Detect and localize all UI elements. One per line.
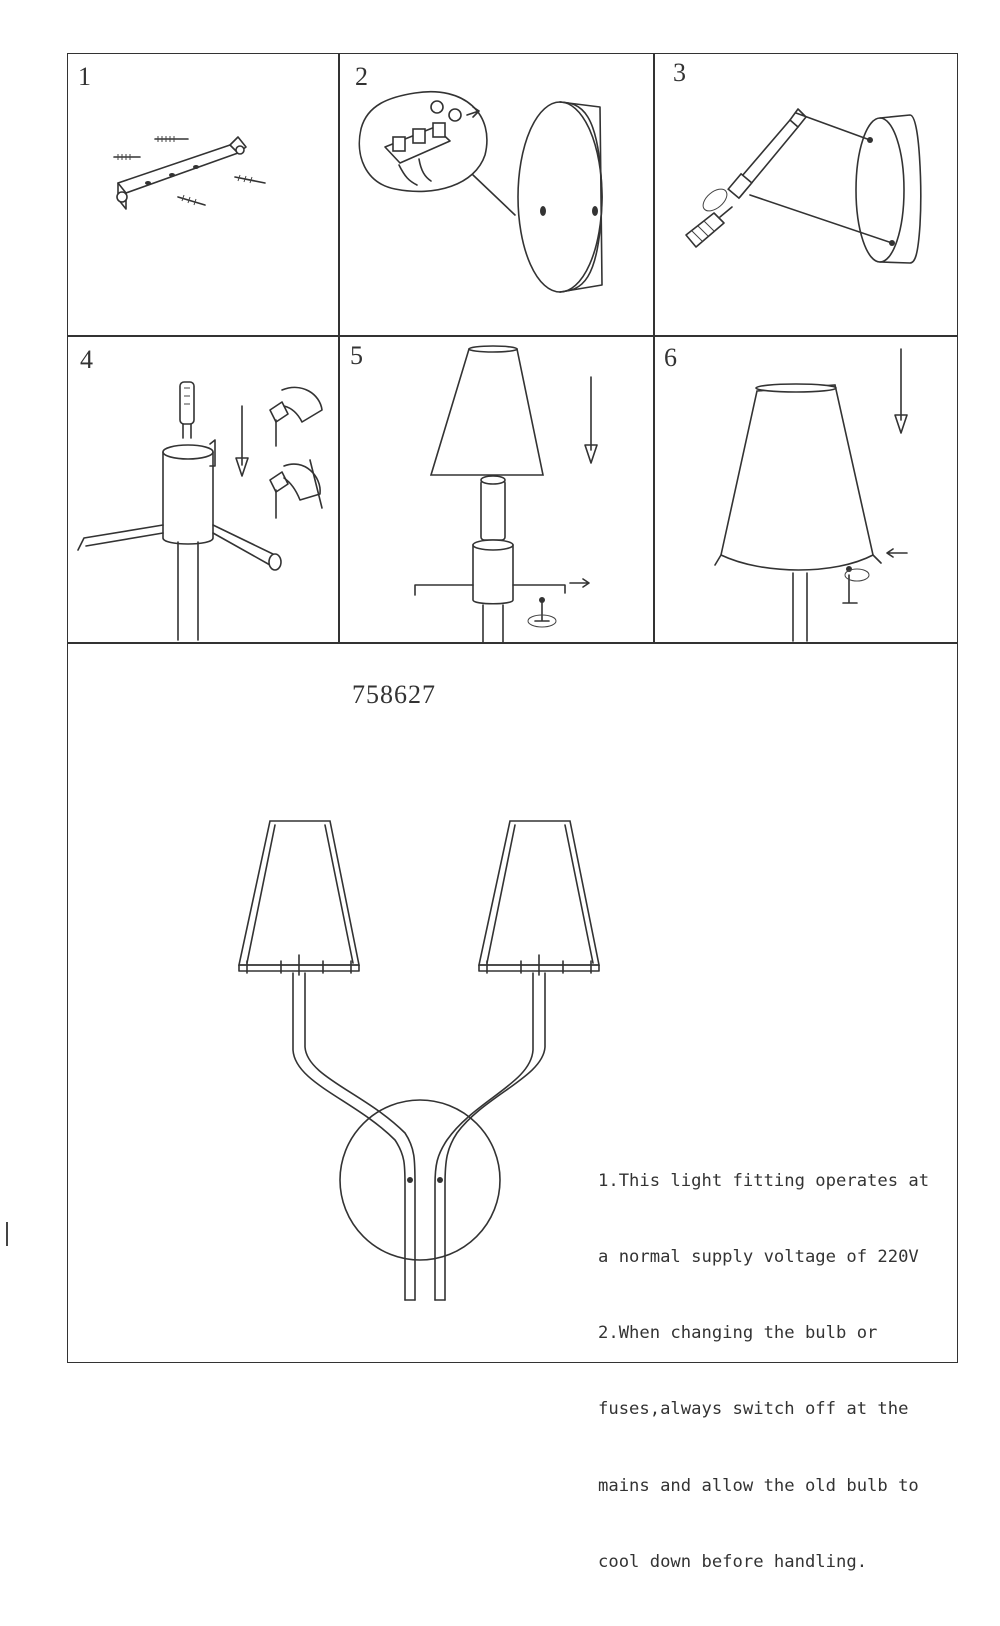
step-number-6: 6: [664, 343, 677, 372]
note-line: mains and allow the old bulb to: [598, 1475, 919, 1496]
note-line: a normal supply voltage of 220V: [598, 1247, 919, 1268]
note-line: cool down before handling.: [598, 1551, 868, 1572]
safety-notes: [598, 1118, 948, 1626]
step-number-1: 1: [78, 62, 91, 91]
note-line: fuses,always switch off at the: [598, 1399, 909, 1420]
step-number-4: 4: [80, 345, 93, 374]
grid-divider: [653, 53, 655, 643]
shade-lock-icon: [715, 345, 945, 645]
twin-wall-lamp-illustration: [225, 815, 625, 1315]
screwdriver-bracket-icon: [670, 95, 930, 275]
note-line: 2.When changing the bulb or: [598, 1323, 878, 1344]
step-number-5: 5: [350, 341, 363, 370]
scan-mark: [6, 1222, 8, 1246]
grid-divider: [67, 335, 958, 337]
shade-fitting-icon: [405, 345, 645, 645]
step-number-3: 3: [673, 58, 686, 87]
bulb-insertion-icon: [70, 370, 340, 645]
model-number: 758627: [352, 680, 436, 709]
note-line: 1.This light fitting operates at: [598, 1170, 930, 1191]
mounting-bracket-screws-icon: [100, 125, 280, 225]
terminal-block-wiring-icon: [355, 85, 625, 315]
step-number-2: 2: [355, 62, 368, 91]
